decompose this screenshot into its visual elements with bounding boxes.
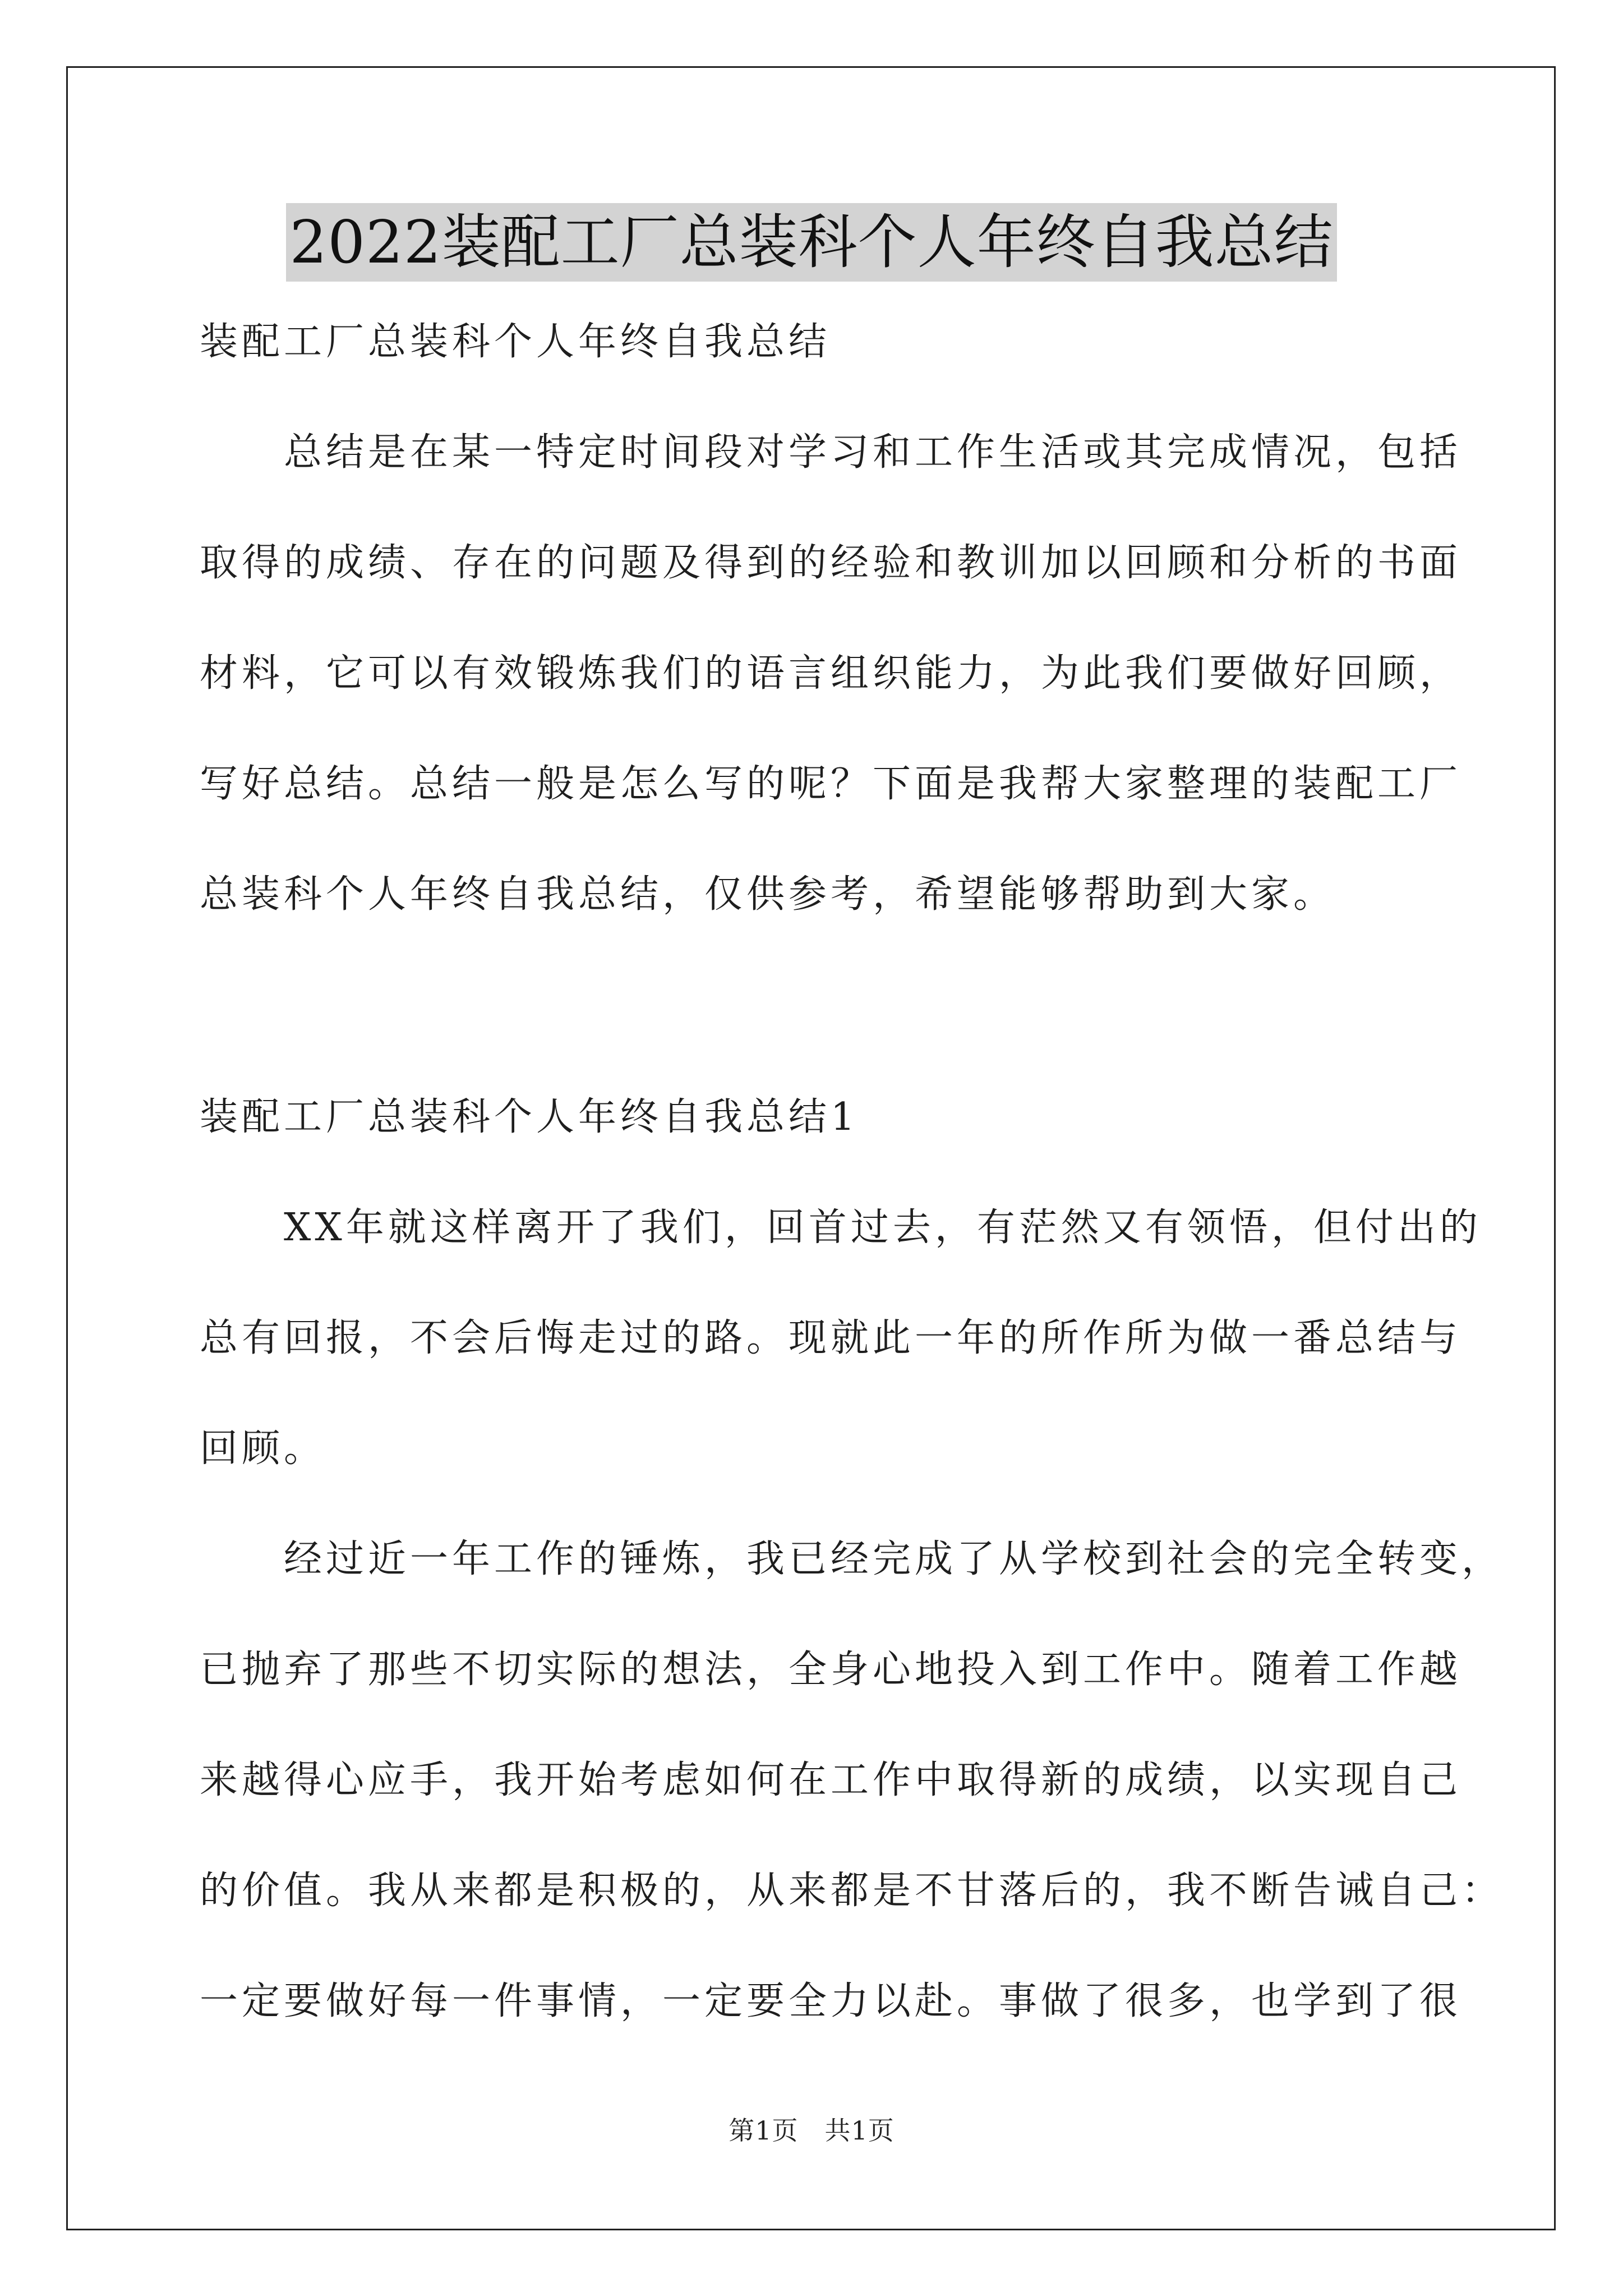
subtitle: 装配工厂总装科个人年终自我总结 xyxy=(200,320,831,364)
section-heading: 装配工厂总装科个人年终自我总结1 xyxy=(200,1095,859,1139)
paragraph-line: 经过近一年工作的锤炼，我已经完成了从学校到社会的完全转变， xyxy=(200,1537,1504,1581)
title-container xyxy=(0,203,1623,282)
paragraph-line: 总装科个人年终自我总结，仅供参考，希望能够帮助到大家。 xyxy=(200,872,1336,917)
paragraph-line: 取得的成绩、存在的问题及得到的经验和教训加以回顾和分析的书面 xyxy=(200,541,1462,585)
paragraph-line: 回顾。 xyxy=(200,1427,326,1471)
paragraph-line: 一定要做好每一件事情，一定要全力以赴。事做了很多，也学到了很 xyxy=(200,1979,1462,2023)
paragraph-line: 总结是在某一特定时间段对学习和工作生活或其完成情况，包括 xyxy=(200,430,1462,475)
paragraph-line: 写好总结。总结一般是怎么写的呢？下面是我帮大家整理的装配工厂 xyxy=(200,762,1462,806)
paragraph-line: 来越得心应手，我开始考虑如何在工作中取得新的成绩，以实现自己 xyxy=(200,1758,1462,1802)
paragraph-line: 材料，它可以有效锻炼我们的语言组织能力，为此我们要做好回顾， xyxy=(200,651,1462,696)
page-number-footer: 第1页 共1页 xyxy=(728,2115,895,2146)
paragraph-line: 的价值。我从来都是积极的，从来都是不甘落后的，我不断告诫自己： xyxy=(200,1869,1504,1913)
paragraph-line: 总有回报，不会后悔走过的路。现就此一年的所作所为做一番总结与 xyxy=(200,1316,1462,1360)
paragraph-line: XX年就这样离开了我们，回首过去，有茫然又有领悟，但付出的 xyxy=(200,1205,1482,1250)
document-title: 2022装配工厂总装科个人年终自我总结 xyxy=(286,203,1336,282)
paragraph-line: 已抛弃了那些不切实际的想法，全身心地投入到工作中。随着工作越 xyxy=(200,1648,1462,1692)
